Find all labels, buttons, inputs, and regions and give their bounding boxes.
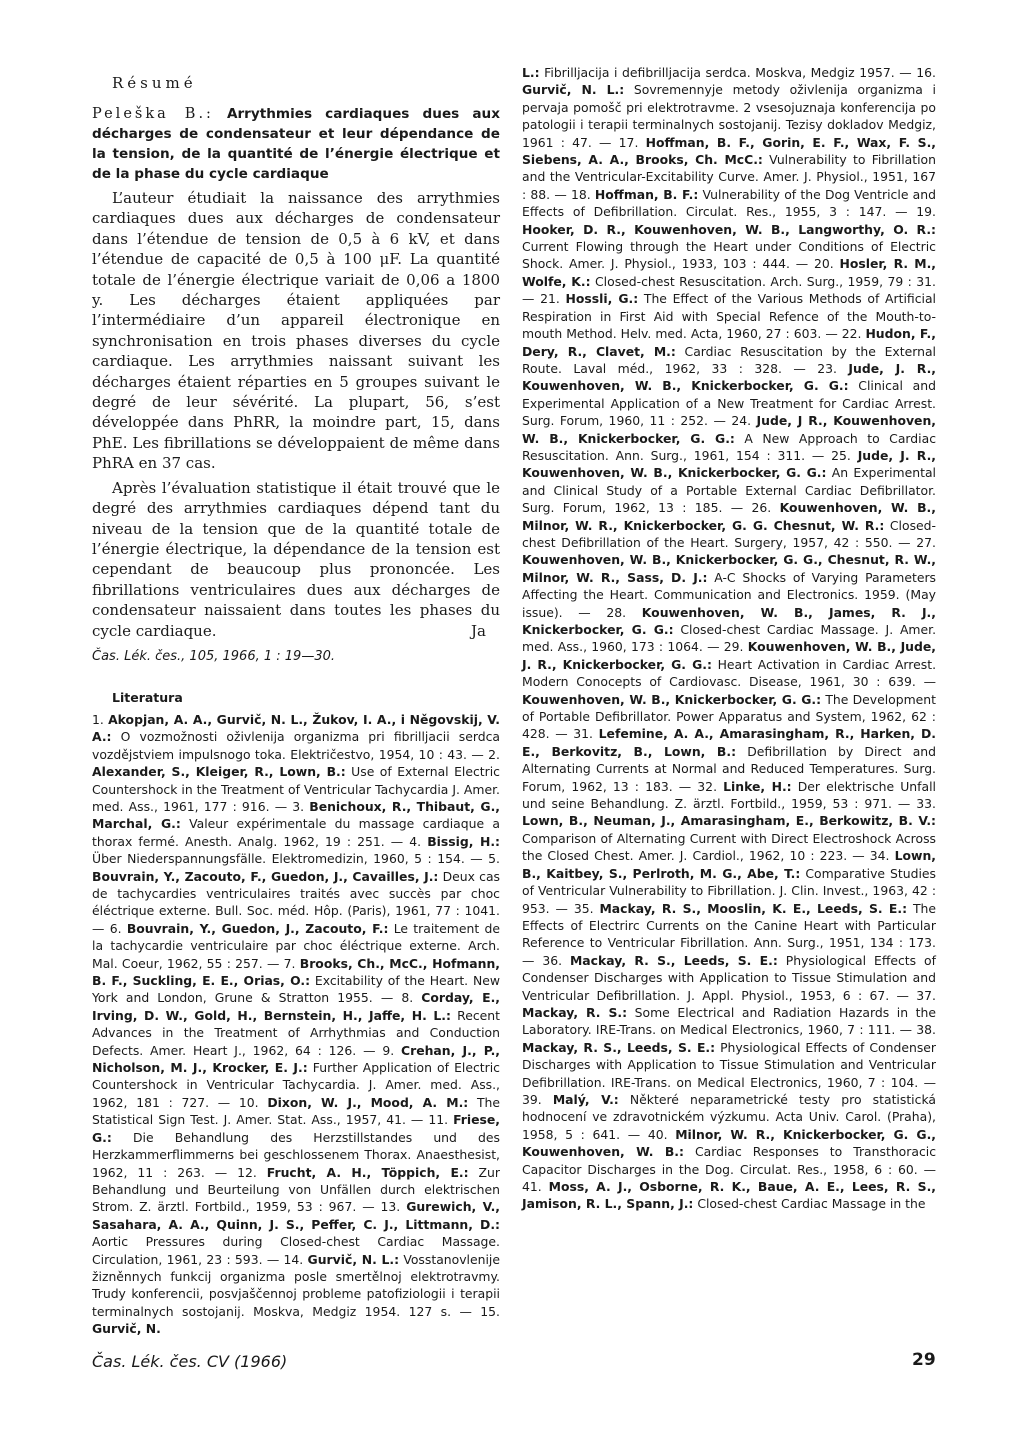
reference-item: — 36. Mackay, R. S., Leeds, S. E.: Physiological Effects of Condenser Discharges with Application to Tissue Stimulation and Ventricular Defibrillation. J. Appl. Physiol., 1953, 6 : 67.	[522, 952, 936, 1003]
reference-number: 33.	[916, 796, 936, 812]
resume-signature: Ja	[471, 621, 486, 640]
reference-number: 40.	[647, 1126, 676, 1142]
reference-authors: Hoffman, B. F.:	[594, 186, 699, 202]
reference-text: Die Behandlung des Herzstillstandes und des Herzkammerflimmerns bei geschlossenem Thorax. Anaesthesist, 1962, 11 : 263.	[92, 1129, 500, 1180]
reference-text: Closed-chest Cardiac Massage in the	[693, 1196, 926, 1212]
reference-number: 28.	[606, 604, 642, 620]
reference-number: 5.	[488, 851, 500, 867]
reference-authors: Lefemine, A. A., Amarasingham, R., Harken, D. E., Berkovitz, B., Lown, B.:	[522, 726, 936, 759]
reference-item: — 32. Linke, H.: Der elektrische Unfall und seine Behandlung. Z. ärztl. Fortbild., 1959, 53 : 971.	[522, 778, 937, 812]
reference-number: 21.	[540, 291, 566, 307]
reference-authors: Kouwenhoven, W. B., Knickerbocker, G. G., Chesnut, R. W., Milnor, W. R., Sass, D. J.:	[522, 552, 936, 585]
reference-text: An Experimental and Clinical Study of a Portable External Cardiac Defibrillator. Surg. Forum, 1962, 13 : 185.	[522, 465, 936, 516]
reference-item: — 34. Lown, B., Kaitbey, S., Perlroth, M. G., Abe, T.: Comparative Studies of Ventricular Vulnerability to Fibrillation. J. Clin. Invest., 1963, 42 : 953.	[522, 848, 936, 916]
reference-number: 26.	[751, 500, 780, 516]
left-column	[92, 64, 500, 1338]
reference-item: — 29. Kouwenhoven, W. B., Jude, J. R., Knickerbocker, G. G.: Heart Activation in Cardiac Arrest. Modern Conocepts of Cardiovasc. Disease, 1961, 30 : 639.	[522, 639, 937, 690]
reference-authors: Jude, J. R., Kouwenhoven, W. B., Knickerbocker, G. G.:	[522, 447, 936, 481]
reference-text: Defibrillation by Direct and Alternating Currents at Normal and Reduced Temperatures. Surg. Forum, 1962, 13 : 183.	[522, 743, 937, 794]
reference-text: Use of External Electric Countershock in the Treatment of Ventricular Tachycardia J. Amer. med. Ass., 1961, 177 : 916.	[92, 764, 500, 814]
reference-text: Closed-chest Cardiac Massage. J. Amer. med. Ass., 1960, 173 : 1064.	[522, 622, 937, 655]
reference-item: — 3. Benichoux, R., Thibaut, G., Marchal, G.: Valeur expérimentale du massage cardiaque a thorax fermé. Anesth. Analg. 1962, 19 : 251.	[92, 798, 500, 849]
reference-authors: Hooker, D. R., Kouwenhoven, W. B., Langworthy, O. R.:	[522, 221, 936, 237]
reference-number: 35.	[573, 900, 600, 916]
reference-text: Further Application of Electric Countershock in Ventricular Tachycardia. J. Amer. med. Ass., 1962, 181 : 727.	[92, 1060, 500, 1110]
reference-item: — 26. Kouwenhoven, W. B., Milnor, W. R., Knickerbocker, G. G. Chesnut, W. R.: Closed-chest Defibrillation of the Heart. Surgery, 1957, 42 : 550.	[522, 500, 936, 550]
reference-authors: Mackay, R. S., Leeds, S. E.:	[522, 1039, 716, 1055]
reference-authors: Kouwenhoven, W. B., Milnor, W. R., Knickerbocker, G. G. Chesnut, W. R.:	[522, 500, 936, 533]
resume-paragraph-1: L’auteur étudiait la naissance des arrythmies cardiaques dues aux décharges de condensateur dans l’étendue de tension de 0,5 à 6 kV, et dans l’étendue de capacité de 0,5 à 100 μF. La quantité totale de l’énergie électrique variait de 0,06 a 1800 y. Les décharges étaient appliquées par l’intermédiaire d’un appareil électronique en synchronisation en trois phases diverses du cycle cardiaque. Les arrythmies naissant suivant les décharges étaient réparties en 5 groupes suivant le degré de leur sévérité. La plupart, 56, s’est développée dans PhRR, la moindre part, 15, dans PhE. Les fibrillations se développaient de même dans PhRA en 37 cas.	[92, 189, 500, 473]
reference-item: — 28. Kouwenhoven, W. B., James, R. J., Knickerbocker, G. G.: Closed-chest Cardiac Massage. J. Amer. med. Ass., 1960, 173 : 1064.	[522, 604, 937, 655]
reference-authors: Dixon, W. J., Mood, A. M.:	[267, 1094, 469, 1110]
reference-number: 23.	[817, 360, 849, 376]
reference-item: — 15. Gurvič, N.	[92, 1303, 500, 1337]
reference-item: — 22. Hudon, F., Dery, R., Clavet, M.: Cardiac Resuscitation by the External Route. Laval méd., 1962, 33 : 328.	[522, 326, 936, 376]
reference-number: 25.	[831, 447, 858, 463]
reference-number: 27.	[916, 534, 936, 550]
reference-number: 4.	[409, 833, 428, 849]
references-left	[92, 711, 500, 1338]
reference-authors: L.:	[522, 65, 540, 80]
reference-number: 37.	[916, 987, 936, 1003]
reference-number: 18.	[570, 186, 595, 202]
resume-paragraph-2-text: Après l’évaluation statistique il était trouvé que le degré des arrythmies cardiaques dépend tant du niveau de la tension que de la quantité totale de l’énergie électrique, la dépendance de la tension est cependant de beaucoup plus prononcée. Les fibrillations ventriculaires dues aux décharges de condensateur naissaient dans toutes les phases du cycle cardiaque.	[92, 478, 500, 640]
reference-authors: Hossli, G.:	[565, 291, 639, 307]
reference-item: — 11. Friese, G.: Die Behandlung des Herzstillstandes und des Herzkammerflimmerns bei geschlossenem Thorax. Anaesthesist, 1962, 11 : 263.	[92, 1112, 500, 1180]
reference-item	[92, 712, 500, 762]
reference-text: Der elektrische Unfall und seine Behandlung. Z. ärztl. Fortbild., 1959, 53 : 971.	[522, 778, 937, 812]
reference-item: — 23. Jude, J. R., Kouwenhoven, W. B., Knickerbocker, G. G.: Clinical and Experimental Application of a New Treatment for Cardiac Arrest. Surg. Forum, 1960, 11 : 252.	[522, 360, 936, 429]
reference-authors: Gurvič, N. L.:	[307, 1251, 400, 1267]
reference-item: — 27. Kouwenhoven, W. B., Knickerbocker, G. G., Chesnut, R. W., Milnor, W. R., Sass, D. J.: A-C Shocks of Varying Parameters Affecting the Heart. Communication and Electronics. 1959. (May issue).	[522, 534, 936, 620]
reference-authors: Gurewich, V., Sasahara, A. A., Quinn, J. S., Peffer, C. J., Littmann, D.:	[92, 1199, 500, 1232]
reference-authors: Linke, H.:	[723, 778, 792, 794]
reference-authors: Kouwenhoven, W. B., Jude, J. R., Knickerbocker, G. G.:	[522, 639, 936, 672]
reference-number: 31.	[573, 726, 599, 742]
footer-journal: Čas. Lék. čes. CV (1966)	[92, 1352, 288, 1371]
reference-number: 11.	[428, 1112, 454, 1128]
reference-item: — 17. Hoffman, B. F., Gorin, E. F., Wax, F. S., Siebens, A. A., Brooks, Ch. McC.: Vulnerability to Fibrillation and the Ventricular-Excitability Curve. Amer. J. Physiol., 1951, 167 : 88.	[522, 134, 936, 202]
reference-text: Excitability of the Heart. New York and London, Grune & Stratton 1955.	[92, 973, 500, 1006]
reference-number: 20.	[813, 256, 840, 272]
reference-text: Deux cas de tachycardies ventriculaires traités avec succès par choc éléctrique externe. Bull. Soc. méd. Hôp. (Paris), 1961, 77 : 1041.	[92, 868, 500, 919]
reference-text: Clinical and Experimental Application of a New Treatment for Cardiac Arrest. Surg. Forum, 1960, 11 : 252.	[522, 378, 936, 429]
reference-authors: Bouvrain, Y., Zacouto, F., Guedon, J., Cavailles, J.:	[92, 868, 439, 884]
reference-text: Vulnerability of the Dog Ventricle and Effects of Defibrillation. Circulat. Res., 1955, 3 : 147.	[522, 186, 936, 220]
page-number: 29	[912, 1350, 936, 1370]
reference-text: Recent Advances in the Treatment of Arrhythmias and Conduction Defects. Amer. Heart J., 1962, 64 : 126.	[92, 1007, 500, 1058]
reference-item: — 5. Bouvrain, Y., Zacouto, F., Guedon, J., Cavailles, J.: Deux cas de tachycardies ventriculaires traités avec succès par choc éléctrique externe. Bull. Soc. méd. Hôp. (Paris), 1961, 77 : 1041.	[92, 851, 500, 919]
reference-item: — 2. Alexander, S., Kleiger, R., Lown, B.: Use of External Electric Countershock in the Treatment of Ventricular Tachycardia J. Amer. med. Ass., 1961, 177 : 916.	[92, 746, 500, 814]
reference-authors: Mackay, R. S., Mooslin, K. E., Leeds, S. E.:	[599, 900, 908, 916]
literatura-title: Literatura	[112, 689, 183, 705]
reference-authors: Kouwenhoven, W. B., James, R. J., Knickerbocker, G. G.:	[522, 604, 936, 637]
reference-text: The Effects of Electrirc Currents on the Canine Heart with Particular Reference to Ventricular Fibrillation. Ann. Surg., 1951, 134 : 173.	[522, 900, 936, 951]
reference-item: — 24. Jude, J R., Kouwenhoven, W. B., Knickerbocker, G. G.: A New Approach to Cardiac Resuscitation. Ann. Surg., 1961, 154 : 311.	[522, 413, 937, 463]
reference-item: — 6. Bouvrain, Y., Guedon, J., Zacouto, F.: Le traitement de la tachycardie ventriculaire par choc éléctrique externe. Arch. Mal. Coeur, 1962, 55 : 257.	[92, 920, 500, 971]
reference-text: Some Electrical and Radiation Hazards in the Laboratory. IRE-Trans. on Medical Electronics, 1960, 7 : 111.	[522, 1004, 936, 1038]
reference-item: — 18. Hoffman, B. F.: Vulnerability of the Dog Ventricle and Effects of Defibrillation. Circulat. Res., 1955, 3 : 147.	[522, 186, 936, 220]
reference-number: 16.	[916, 65, 936, 80]
reference-text: Physiological Effects of Condenser Discharges with Application to Tissue Stimulation and Ventricular Defibrillation. IRE-Trans. on Medical Electronics, 1960, 7 : 104.	[522, 1039, 936, 1090]
reference-authors: Hosler, R. M., Wolfe, K.:	[522, 256, 936, 289]
reference-number: 2.	[488, 746, 500, 762]
reference-item: — 21. Hossli, G.: The Effect of the Various Methods of Artificial Respiration in First Aid with Special Refence of the Mouth-to-mouth Method. Helv. med. Acta, 1960, 27 : 603.	[522, 291, 936, 342]
reference-item: — 14. Gurvič, N. L.: Vosstanovlenije žizněnnych funkcij organizma posle smertělnoj elektrotravmy. Trudy konferencii, posvjaščennoj probleme patofiziologii i terapii terminalnych sostojanij. Moskva, Medgiz 1954. 127 s.	[92, 1251, 500, 1319]
reference-text: Le traitement de la tachycardie ventriculaire par choc éléctrique externe. Arch. Mal. Coeur, 1962, 55 : 257.	[92, 920, 500, 971]
reference-authors: Moss, A. J., Osborne, R. K., Baue, A. E., Lees, R. S., Jamison, R. L., Spann, J.:	[522, 1179, 936, 1212]
reference-text: Closed-chest Resuscitation. Arch. Surg., 1959, 79 : 31.	[590, 273, 936, 289]
reference-authors: Lown, B., Kaitbey, S., Perlroth, M. G., Abe, T.:	[522, 848, 936, 881]
right-column	[522, 64, 936, 1213]
reference-text: Cardiac Resuscitation by the External Route. Laval méd., 1962, 33 : 328.	[522, 343, 936, 376]
reference-text: Heart Activation in Cardiac Arrest. Modern Conocepts of Cardiovasc. Disease, 1961, 30 : 639.	[522, 656, 937, 690]
reference-item: — 10. Dixon, W. J., Mood, A. M.: The Statistical Sign Test. J. Amer. Stat. Ass., 1957, 41.	[92, 1094, 501, 1128]
reference-authors: Lown, B., Neuman, J., Amarasingham, E., Berkowitz, B. V.:	[522, 813, 936, 829]
reference-item: — 8. Corday, E., Irving, D. W., Gold, H., Bernstein, H., Jaffe, H. L.: Recent Advances in the Treatment of Arrhythmias and Conduction Defects. Amer. Heart J., 1962, 64 : 126.	[92, 990, 500, 1058]
reference-number: 22.	[841, 326, 866, 342]
reference-number: 19.	[916, 204, 936, 220]
resume-author: Peleška B.:	[92, 106, 214, 122]
reference-authors: Jude, J. R., Kouwenhoven, W. B., Knickerbocker, G. G.:	[522, 360, 936, 394]
reference-authors: Jude, J R., Kouwenhoven, W. B., Knickerbocker, G. G.:	[522, 413, 936, 446]
reference-text: Vulnerability to Fibrillation and the Ventricular-Excitability Curve. Amer. J. Physiol., 1951, 167 : 88.	[522, 152, 936, 202]
reference-authors: Malý, V.:	[552, 1091, 619, 1107]
reference-item: — 25. Jude, J. R., Kouwenhoven, W. B., Knickerbocker, G. G.: An Experimental and Clinical Study of a Portable External Cardiac Defibrillator. Surg. Forum, 1962, 13 : 185.	[522, 447, 936, 516]
resume-article-title: Arrythmies cardiaques dues aux décharges de condensateur et leur dépendance de la tension, de la quantité de l’énergie électrique et de la phase du cycle cardiaque	[92, 106, 500, 182]
reference-number: 13.	[380, 1199, 407, 1215]
reference-authors: Gurvič, N. L.:	[522, 82, 625, 98]
resume-title: Résumé	[112, 74, 197, 92]
reference-item: — 39. Malý, V.: Některé neparametrické testy pro statistická hodnocení ve zdravotnickém výzkumu. Acta Univ. Carol. (Praha), 1958, 5 : 641.	[522, 1074, 936, 1142]
reference-authors: Bissig, H.:	[427, 833, 500, 849]
reference-item: — 40. Milnor, W. R., Knickerbocker, G. G., Kouwenhoven, W. B.: Cardiac Responses to Transthoracic Capacitor Discharges in the Dog. Circulat. Res., 1958, 6 : 60.	[522, 1126, 937, 1177]
reference-text: Fibrilljacija i defibrilljacija serdca. Moskva, Medgiz 1957.	[539, 65, 895, 80]
reference-number: 10.	[238, 1094, 268, 1110]
reference-authors: Corday, E., Irving, D. W., Gold, H., Bernstein, H., Jaffe, H. L.:	[92, 990, 500, 1023]
reference-item: — 16. Gurvič, N. L.: Sovremennyje metody oživlenija organizma i pervaja pomošč pri elektrotravme. 2 vsesojuznaja konferencija po patologii i terapii terminalnych sostojanij. Tezisy dokladov Medgiz, 1961 : 47.	[522, 65, 937, 150]
reference-text: Physiological Effects of Condenser Discharges with Application to Tissue Stimulation and Ventricular Defibrillation. J. Appl. Physiol., 1953, 6 : 67.	[522, 952, 936, 1003]
reference-text: A-C Shocks of Varying Parameters Affecting the Heart. Communication and Electronics. 1959. (May issue).	[522, 569, 936, 620]
references-right	[522, 64, 936, 1213]
reference-number: 17.	[618, 134, 646, 150]
reference-item: — 12. Frucht, A. H., Töppich, E.: Zur Behandlung und Beurteilung von Unfällen durch elektrischen Strom. Z. ärztl. Fortbild., 1959, 53 : 967.	[92, 1164, 500, 1215]
reference-number: 14.	[283, 1251, 308, 1267]
reference-text: Comparison of Alternating Current with Direct Electroshock Across the Closed Chest. Amer. J. Cardiol., 1962, 10 : 223.	[522, 830, 936, 864]
resume-paragraph-2	[92, 478, 500, 641]
reference-text: O vozmožnosti oživlenija organizma pri fibrilljacii serdca vozdějstviem impulsnogo toka. Električestvo, 1954, 10 : 43.	[92, 729, 500, 762]
reference-authors: Gurvič, N.	[92, 1321, 161, 1337]
reference-text: A New Approach to Cardiac Resuscitation. Ann. Surg., 1961, 154 : 311.	[522, 430, 937, 463]
reference-item: — 37. Mackay, R. S.: Some Electrical and Radiation Hazards in the Laboratory. IRE-Trans. on Medical Electronics, 1960, 7 : 111.	[522, 987, 936, 1038]
reference-number: 41.	[522, 1179, 549, 1194]
reference-text: Vosstanovlenije žizněnnych funkcij organizma posle smertělnoj elektrotravmy. Trudy konferencii, posvjaščennoj probleme patofiziologii i terapii terminalnych sostojanij. Moskva, Medgiz 1954. 127 s.	[92, 1251, 500, 1319]
reference-authors: Kouwenhoven, W. B., Knickerbocker, G. G.:	[522, 691, 822, 707]
reference-authors: Mackay, R. S., Leeds, S. E.:	[569, 952, 778, 968]
reference-authors: Crehan, J., P., Nicholson, M. J., Krocker, E. J.:	[92, 1042, 500, 1076]
reference-authors: Akopjan, A. A., Gurvič, N. L., Žukov, I. A., i Něgovskij, V. A.:	[92, 711, 500, 745]
reference-authors: Mackay, R. S.:	[522, 1004, 628, 1020]
reference-text: The Statistical Sign Test. J. Amer. Stat. Ass., 1957, 41.	[92, 1094, 501, 1128]
reference-number: 12.	[237, 1164, 267, 1180]
reference-number: 38.	[916, 1022, 936, 1038]
reference-item	[522, 65, 895, 80]
reference-item: — 7. Brooks, Ch., McC., Hofmann, B. F., Suckling, E. E., Orias, O.: Excitability of the Heart. New York and London, Grune & Stratton 1955.	[92, 955, 500, 1006]
reference-item: — 20. Hosler, R. M., Wolfe, K.: Closed-chest Resuscitation. Arch. Surg., 1959, 79 : 31.	[522, 256, 936, 289]
reference-text: Über Niederspannungsfälle. Elektromedizin, 1960, 5 : 154.	[92, 851, 465, 867]
reference-number: 3.	[292, 798, 310, 814]
reference-number: 34.	[869, 848, 895, 864]
reference-number: 15.	[480, 1303, 500, 1319]
reference-item: — 33. Lown, B., Neuman, J., Amarasingham, E., Berkowitz, B. V.: Comparison of Alternating Current with Direct Electroshock Across the Closed Chest. Amer. J. Cardiol., 1962, 10 : 223.	[522, 796, 936, 864]
reference-text: Cardiac Responses to Transthoracic Capacitor Discharges in the Dog. Circulat. Res., 1958, 6 : 60.	[522, 1144, 937, 1177]
reference-number: 6.	[109, 920, 127, 936]
reference-authors: Brooks, Ch., McC., Hofmann, B. F., Suckling, E. E., Orias, O.:	[92, 955, 500, 989]
reference-text: Closed-chest Defibrillation of the Heart. Surgery, 1957, 42 : 550.	[522, 517, 936, 550]
reference-text: Sovremennyje metody oživlenija organizma i pervaja pomošč pri elektrotravme. 2 vsesojuznaja konferencija po patologii i terapii terminalnych sostojanij. Tezisy dokladov Medgiz, 1961 : 47.	[522, 82, 937, 150]
resume-heading	[92, 104, 500, 184]
reference-text: The Development of Portable Defibrillator. Power Apparatus and System, 1962, 62 : 428.	[522, 691, 937, 742]
reference-authors: Hoffman, B. F., Gorin, E. F., Wax, F. S., Siebens, A. A., Brooks, Ch. McC.:	[522, 134, 936, 168]
reference-authors: Frucht, A. H., Töppich, E.:	[266, 1164, 469, 1180]
reference-item: — 38. Mackay, R. S., Leeds, S. E.: Physiological Effects of Condenser Discharges with Application to Tissue Stimulation and Ventricular Defibrillation. IRE-Trans. on Medical Electronics, 1960, 7 : 104.	[522, 1022, 936, 1090]
reference-authors: Friese, G.:	[92, 1112, 500, 1145]
reference-number: 29.	[723, 639, 748, 655]
reference-authors: Alexander, S., Kleiger, R., Lown, B.:	[92, 764, 346, 780]
reference-item: — 9. Crehan, J., P., Nicholson, M. J., Krocker, E. J.: Further Application of Electric Countershock in Ventricular Tachycardia. J. Amer. med. Ass., 1962, 181 : 727.	[92, 1042, 500, 1110]
reference-item: — 13. Gurewich, V., Sasahara, A. A., Quinn, J. S., Peffer, C. J., Littmann, D.: Aortic Pressures during Closed-chest Cardiac Massage. Circulation, 1961, 23 : 593.	[92, 1199, 500, 1267]
reference-text: Některé neparametrické testy pro statistická hodnocení ve zdravotnickém výzkumu. Acta Univ. Carol. (Praha), 1958, 5 : 641.	[522, 1091, 936, 1142]
reference-item: — 19. Hooker, D. R., Kouwenhoven, W. B., Langworthy, O. R.: Current Flowing through the Heart under Conditions of Electric Shock. Amer. J. Physiol., 1933, 103 : 444.	[522, 204, 936, 272]
reference-text: The Effect of the Various Methods of Artificial Respiration in First Aid with Special Refence of the Mouth-to-mouth Method. Helv. med. Acta, 1960, 27 : 603.	[522, 291, 936, 342]
reference-text: Current Flowing through the Heart under Conditions of Electric Shock. Amer. J. Physiol., 1933, 103 : 444.	[522, 239, 936, 272]
reference-number: 36.	[542, 952, 570, 968]
reference-item: — 31. Lefemine, A. A., Amarasingham, R., Harken, D. E., Berkovitz, B., Lown, B.: Defibrillation by Direct and Alternating Currents at Normal and Reduced Temperatures. Surg. Forum, 1962, 13 : 183.	[522, 726, 937, 794]
reference-text: Comparative Studies of Ventricular Vulnerability to Fibrillation. J. Clin. Invest., 1963, 42 : 953.	[522, 865, 936, 916]
reference-item: — Kouwenhoven, W. B., Knickerbocker, G. G.: The Development of Portable Defibrillator. Power Apparatus and System, 1962, 62 : 428.	[522, 674, 937, 742]
reference-number: 39.	[522, 1091, 553, 1107]
reference-number: 9.	[382, 1042, 401, 1058]
reference-text: Valeur expérimentale du massage cardiaque a thorax fermé. Anesth. Analg. 1962, 19 : 251.	[92, 816, 500, 849]
reference-authors: Bouvrain, Y., Guedon, J., Zacouto, F.:	[126, 920, 389, 936]
reference-number: 7.	[283, 955, 300, 971]
reference-authors: Hudon, F., Dery, R., Clavet, M.:	[522, 326, 936, 359]
reference-number: 1.	[92, 711, 109, 727]
reference-authors: Benichoux, R., Thibaut, G., Marchal, G.:	[92, 798, 500, 832]
reference-item: — 41. Moss, A. J., Osborne, R. K., Baue, A. E., Lees, R. S., Jamison, R. L., Spann, J.: Closed-chest Cardiac Massage in the	[522, 1161, 936, 1212]
reference-item: — 4. Bissig, H.: Über Niederspannungsfälle. Elektromedizin, 1960, 5 : 154.	[92, 833, 500, 867]
reference-number: 32.	[697, 778, 724, 794]
reference-text: Zur Behandlung und Beurteilung von Unfällen durch elektrischen Strom. Z. ärztl. Fortbild., 1959, 53 : 967.	[92, 1164, 500, 1215]
reference-authors: Milnor, W. R., Knickerbocker, G. G., Kouwenhoven, W. B.:	[522, 1126, 937, 1160]
reference-number: 8.	[401, 990, 422, 1006]
resume-citation: Čas. Lék. čes., 105, 1966, 1 : 19—30.	[92, 648, 335, 664]
reference-text: Aortic Pressures during Closed-chest Cardiac Massage. Circulation, 1961, 23 : 593.	[92, 1234, 500, 1267]
reference-item: — 35. Mackay, R. S., Mooslin, K. E., Leeds, S. E.: The Effects of Electrirc Currents on the Canine Heart with Particular Reference to Ventricular Fibrillation. Ann. Surg., 1951, 134 : 173.	[522, 900, 936, 951]
reference-number: 24.	[731, 413, 757, 429]
